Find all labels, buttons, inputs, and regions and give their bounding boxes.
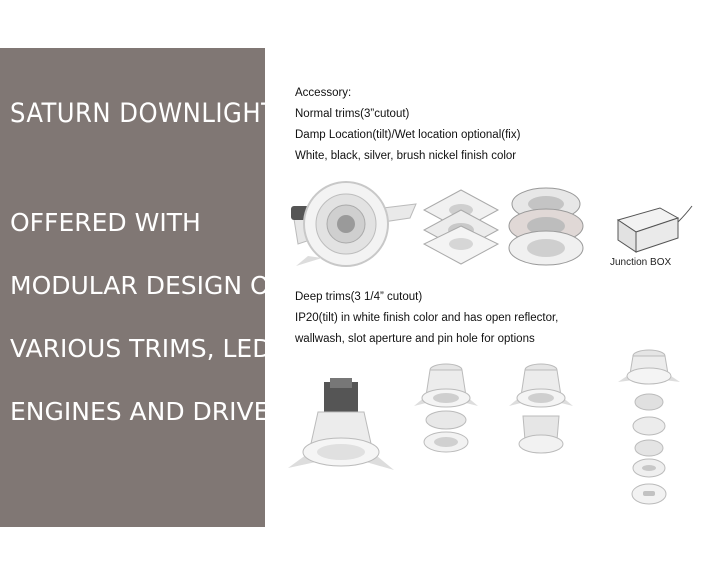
junction-box-label: Junction BOX (610, 257, 672, 268)
deep-downlight-image (286, 378, 396, 476)
accessory-label: Accessory: (295, 87, 352, 99)
wallwash-reflector-image (505, 360, 577, 460)
deep-trims-line: Deep trims(3 1/4” cutout) (295, 291, 423, 303)
tilt-trim-image (288, 178, 418, 270)
damp-location-line: Damp Location(tilt)/Wet location optional(fix) (295, 129, 521, 141)
round-trim-image (506, 186, 586, 268)
side-line-3: VARIOUS TRIMS, LED (10, 334, 272, 363)
ip20-line: IP20(tilt) in white finish color and has open reflector, (295, 312, 559, 324)
side-line-2: MODULAR DESIGN OF (10, 271, 285, 300)
side-panel (0, 48, 303, 527)
product-title: SATURN DOWNLIGHT (10, 98, 277, 129)
normal-trims-line: Normal trims(3”cutout) (295, 108, 410, 120)
finish-color-line: White, black, silver, brush nickel finish color (295, 150, 517, 162)
open-reflector-image (410, 360, 482, 460)
square-trim-image (420, 188, 502, 268)
slot-pinhole-stack-image (616, 344, 682, 510)
options-line: wallwash, slot aperture and pin hole for options (295, 333, 535, 345)
side-line-1: OFFERED WITH (10, 208, 201, 237)
side-line-4: ENGINES AND DRIVERS (10, 397, 303, 426)
junction-box-image (612, 198, 696, 254)
